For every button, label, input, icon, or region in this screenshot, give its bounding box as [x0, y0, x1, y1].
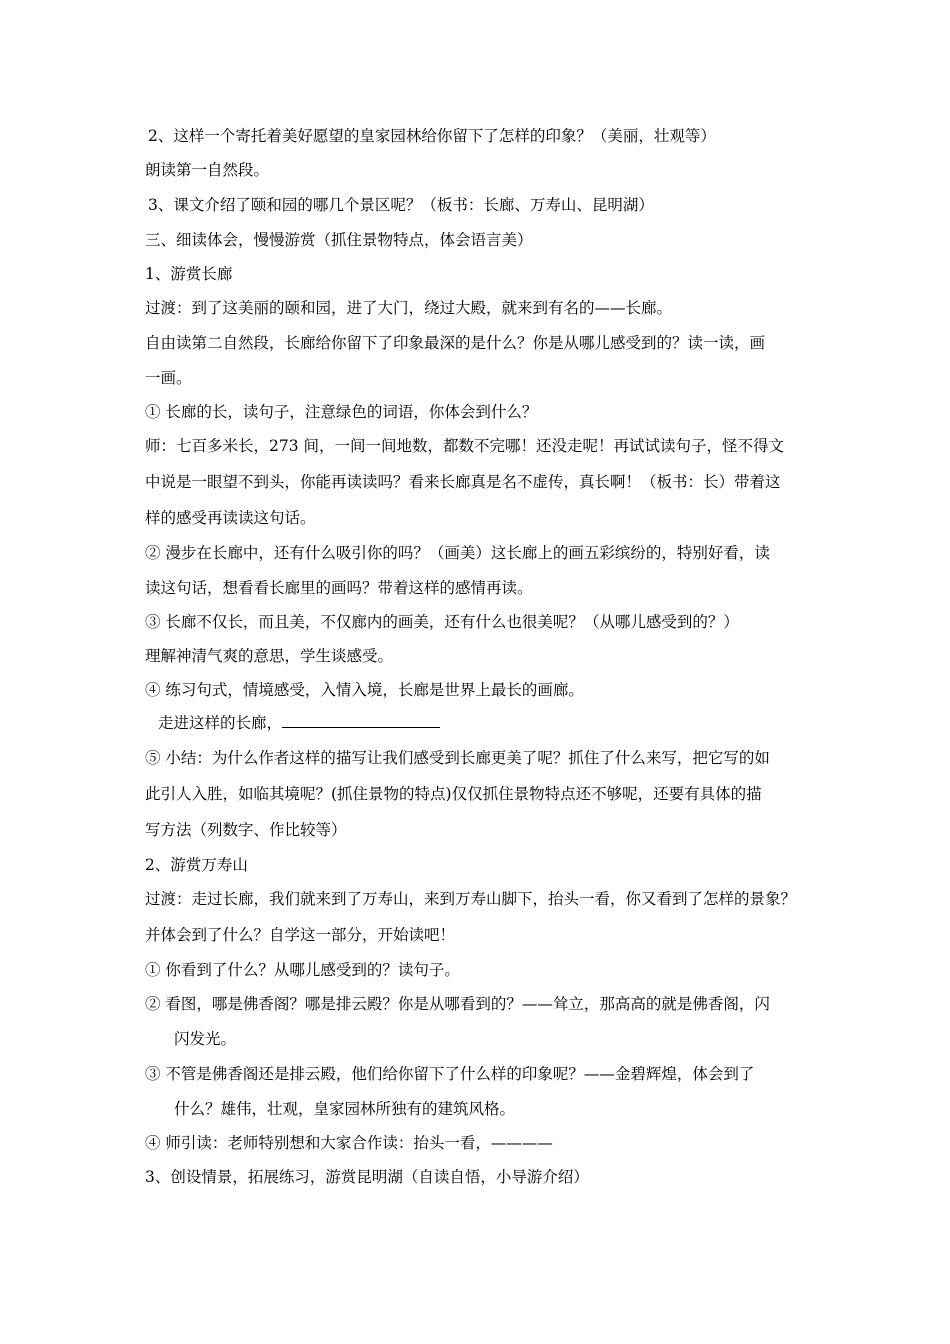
- text-line: 样的感受再读读这句话。: [145, 509, 316, 527]
- section-heading: 三、细读体会，慢慢游赏（抓住景物特点，体会语言美）: [145, 231, 533, 249]
- text-line: 朗读第一自然段。: [145, 161, 270, 179]
- text-line: ⑤ 小结：为什么作者这样的描写让我们感受到长廊更美了呢？抓住了什么来写，把它写的如: [145, 749, 770, 767]
- list-item: ④ 师引读：老师特别想和大家合作读：抬头一看，————: [145, 1134, 553, 1152]
- text-line: 理解神清气爽的意思，学生谈感受。: [145, 647, 394, 665]
- text-line: 并体会到了什么？自学这一部分，开始读吧！: [145, 926, 456, 944]
- list-item: ② 漫步在长廊中，还有什么吸引你的吗？（画美）这长廊上的画五彩缤纷的，特别好看，读: [145, 544, 770, 562]
- list-item: ③ 不管是佛香阁还是排云殿，他们给你留下了什么样的印象呢？——金碧辉煌，体会到了: [145, 1065, 755, 1083]
- subsection-heading: 1、游赏长廊: [145, 265, 233, 283]
- text-line: 2、这样一个寄托着美好愿望的皇家园林给你留下了怎样的印象？（美丽，壮观等）: [148, 127, 716, 145]
- list-item: ④ 练习句式，情境感受，入情入境，长廊是世界上最长的画廊。: [145, 681, 584, 699]
- text-line: 写方法（列数字、作比较等）: [145, 821, 347, 839]
- text-line: 师：七百多米长，273 间，一间一间地数，都数不完哪！还没走呢！再试试读句子，怪不得文: [145, 437, 785, 455]
- fill-in-sentence: [158, 713, 838, 733]
- fill-in-blank: [282, 713, 440, 728]
- list-item: ① 你看到了什么？从哪儿感受到的？读句子。: [145, 961, 460, 979]
- fill-in-prompt: 走进这样的长廊，: [158, 714, 283, 732]
- text-line: 读这句话，想看看长廊里的画吗？带着这样的感情再读。: [145, 579, 533, 597]
- text-line: 3、课文介绍了颐和园的哪几个景区呢？（板书：长廊、万寿山、昆明湖）: [148, 196, 654, 214]
- text-line: 中说是一眼望不到头，你能再读读吗？看来长廊真是名不虚传，真长啊！（板书：长）带着这: [145, 473, 781, 491]
- text-line: 一画。: [145, 369, 192, 387]
- subsection-heading: 2、游赏万寿山: [145, 856, 248, 874]
- list-item: ① 长廊的长，读句子，注意绿色的词语，你体会到什么？: [145, 403, 538, 421]
- text-line: 此引人入胜，如临其境呢？(抓住景物的特点)仅仅抓住景物特点还不够呢，还要有具体的描: [145, 785, 762, 803]
- text-line: 闪发光。: [174, 1030, 237, 1048]
- subsection-heading: 3、创设情景，拓展练习，游赏昆明湖（自读自悟，小导游介绍）: [145, 1168, 589, 1186]
- list-item: ② 看图，哪是佛香阁？哪是排云殿？你是从哪看到的？——耸立，那高高的就是佛香阁，闪: [145, 995, 770, 1013]
- text-line: 过渡：走过长廊，我们就来到了万寿山，来到万寿山脚下，抬头一看，你又看到了怎样的景象？: [145, 890, 797, 908]
- text-line: 自由读第二自然段，长廊给你留下了印象最深的是什么？你是从哪儿感受到的？读一读，画: [145, 334, 766, 352]
- text-line: 过渡：到了这美丽的颐和园，进了大门，绕过大殿，就来到有名的——长廊。: [145, 299, 673, 317]
- text-line: 什么？雄伟，壮观，皇家园林所独有的建筑风格。: [174, 1100, 516, 1118]
- list-item: ③ 长廊不仅长，而且美，不仅廊内的画美，还有什么也很美呢？（从哪儿感受到的？）: [145, 613, 739, 631]
